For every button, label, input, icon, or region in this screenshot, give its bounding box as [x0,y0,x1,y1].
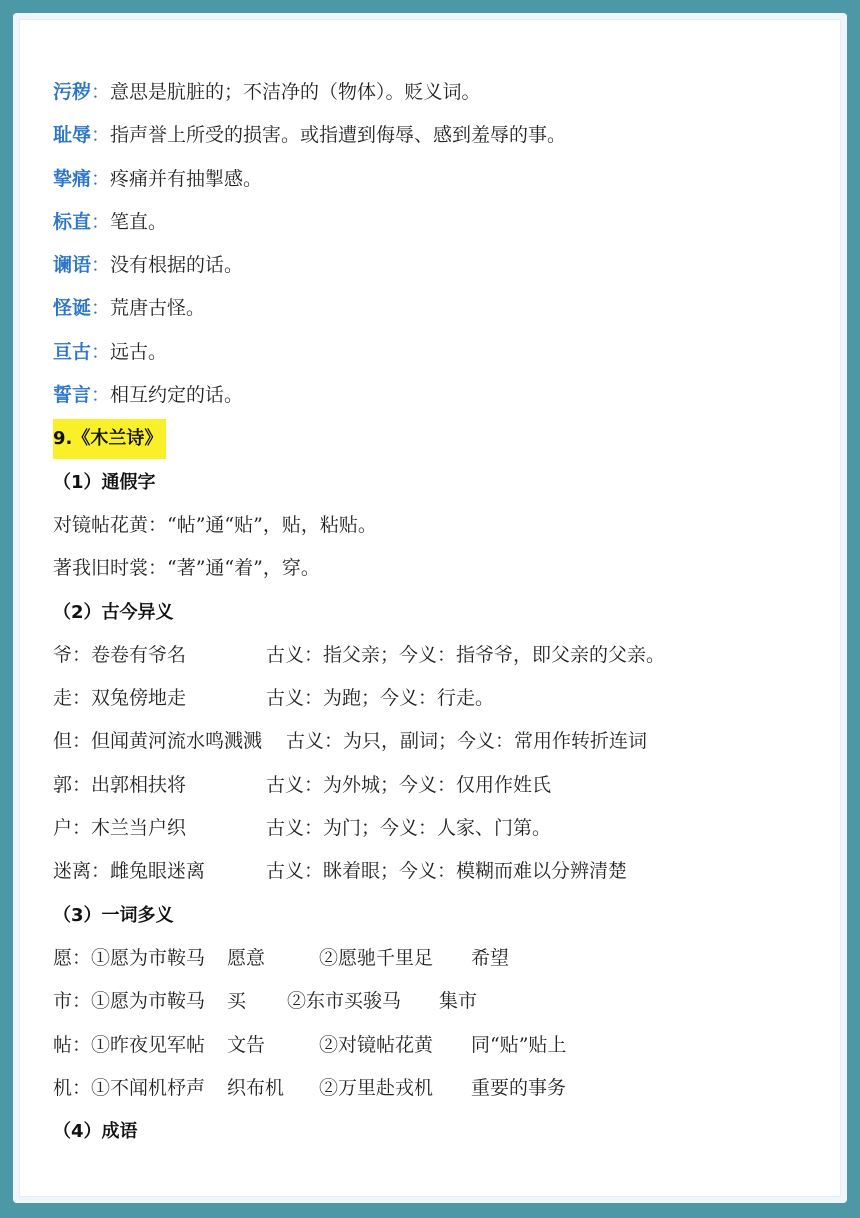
gujin-word: 走：双兔傍地走 [53,687,187,710]
definition-line [53,71,827,114]
definition-text: 没有根据的话。 [110,254,244,277]
gujin-word: 郭：出郭相扶将 [53,773,187,796]
tongjia-line [53,547,827,590]
duoyi-sense-1: 愿：①愿为市鞍马 [53,946,206,969]
definition-text: 相互约定的话。 [110,384,244,407]
definition-separator: ： [91,81,111,103]
gujin-line [53,720,827,763]
tongjia-line [53,504,827,547]
definition-text: 远古。 [110,340,168,363]
gujin-word: 但：但闻黄河流水鸣溅溅 [53,730,263,753]
definition-separator: ： [91,124,111,147]
gujin-meaning: 古义：为门；今义：人家、门第。 [266,817,552,840]
duoyi-meaning-1: 愿意 [227,946,266,969]
gujin-meaning: 古义：为外城；今义：仅用作姓氏 [266,773,552,796]
gujin-meaning: 古义：眯着眼；今义：模糊而难以分辨清楚 [266,860,628,883]
subheading-line [53,591,827,634]
subheading-chengyu: （4）成语 [53,1121,138,1143]
definition-text: 疼痛并有抽掣感。 [110,167,263,190]
definition-text: 笔直。 [110,210,168,233]
subheading-tongjia: （1）通假字 [53,471,156,493]
duoyi-meaning-2: 重要的事务 [471,1076,567,1099]
duoyi-sense-2: ②愿驰千里足 [319,946,434,969]
gujin-line [53,677,827,720]
definition-line [53,287,827,330]
duoyi-meaning-2: 集市 [439,990,478,1013]
section-heading-line [53,417,827,460]
gujin-line [53,634,827,677]
definition-separator: ： [91,210,111,233]
definition-text: 荒唐古怪。 [110,297,206,320]
definition-term: 怪诞 [53,297,92,320]
duoyi-line [53,937,827,980]
duoyi-sense-1: 帖：①昨夜见军帖 [53,1033,206,1056]
duoyi-sense-2: ②东市买骏马 [287,990,402,1013]
definition-term: 污秽 [53,81,92,103]
definition-text: 指声誉上所受的损害。或指遭到侮辱、感到羞辱的事。 [110,124,567,147]
definition-line [53,331,827,374]
duoyi-meaning-1: 买 [227,990,247,1013]
duoyi-meaning-1: 文告 [227,1033,266,1056]
gujin-word: 户：木兰当户织 [53,817,187,840]
gujin-line [53,764,827,807]
gujin-meaning: 古义：为跑；今义：行走。 [266,687,495,710]
definition-term: 誓言 [53,384,92,407]
duoyi-meaning-2: 同“贴”贴上 [471,1033,567,1056]
document-content [53,71,827,1153]
gujin-meaning: 古义：为只，副词；今义：常用作转折连词 [286,730,648,753]
subheading-line [53,894,827,937]
duoyi-sense-2: ②对镜帖花黄 [319,1033,434,1056]
gujin-line [53,807,827,850]
definition-term: 耻辱 [53,124,92,147]
definition-term: 谰语 [53,254,92,277]
definition-separator: ： [91,340,111,363]
section-title: 9.《木兰诗》 [53,419,166,459]
definition-term: 标直 [53,210,92,233]
definition-line [53,201,827,244]
duoyi-sense-1: 机：①不闻机杼声 [53,1076,206,1099]
subheading-gujin: （2）古今异义 [53,601,174,623]
duoyi-meaning-2: 希望 [471,946,510,969]
definition-text: 意思是肮脏的；不洁净的（物体）。贬义词。 [110,81,481,103]
gujin-word: 迷离：雌兔眼迷离 [53,860,206,883]
definition-separator: ： [91,254,111,277]
definition-separator: ： [91,167,111,190]
definition-line [53,374,827,417]
definition-line [53,114,827,157]
gujin-word: 爷：卷卷有爷名 [53,643,187,666]
duoyi-line [53,980,827,1023]
definition-line [53,158,827,201]
gujin-meaning: 古义：指父亲；今义：指爷爷，即父亲的父亲。 [266,643,666,666]
duoyi-meaning-1: 织布机 [227,1076,285,1099]
subheading-line [53,1110,827,1153]
definition-separator: ： [91,297,111,320]
duoyi-line [53,1024,827,1067]
tongjia-text: 对镜帖花黄：“帖”通“贴”，贴，粘贴。 [53,513,377,536]
duoyi-sense-2: ②万里赴戎机 [319,1076,434,1099]
duoyi-sense-1: 市：①愿为市鞍马 [53,990,206,1013]
document-page [13,13,847,1203]
definition-line [53,244,827,287]
gujin-line [53,850,827,893]
definition-separator: ： [91,384,111,407]
subheading-line [53,461,827,504]
tongjia-text: 著我旧时裳：“著”通“着”，穿。 [53,557,320,580]
definition-term: 亘古 [53,340,92,363]
duoyi-line [53,1067,827,1110]
subheading-duoyi: （3）一词多义 [53,904,174,926]
definition-term: 挚痛 [53,167,92,190]
